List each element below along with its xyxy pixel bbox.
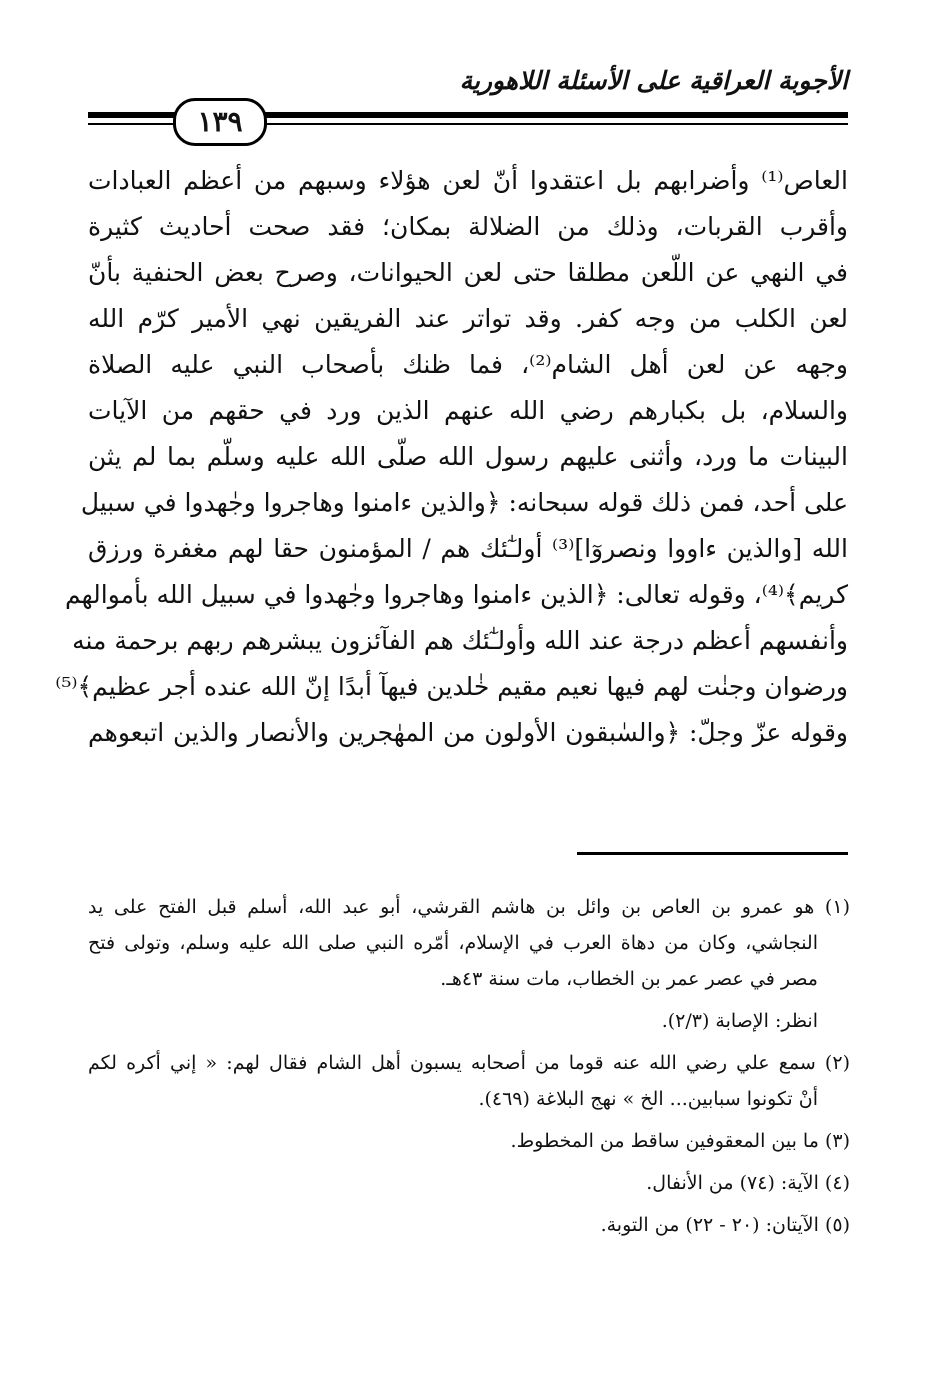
header-rule-thick-left xyxy=(88,112,178,118)
text-line: وقوله عزّ وجلّ: ﴿والسٰبقون الأولون من المهٰجرين والأنصار والذين اتبعوهم xyxy=(88,718,848,747)
footnote-1-reference xyxy=(88,1003,850,1039)
header-rule-thick xyxy=(255,112,848,118)
footnote-line: (٢) سمع علي رضي الله عنه قوما من أصحابه يسبون أهل الشام فقال لهم: « إني أكره لكم xyxy=(88,1052,850,1074)
footnote-3 xyxy=(88,1123,850,1159)
header-rule-thin-left xyxy=(88,123,178,125)
footnote-2 xyxy=(88,1045,850,1117)
running-header-title: الأجوبة العراقية على الأسئلة اللاهورية xyxy=(459,66,848,95)
footnote-line: (٥) الآيتان: (٢٠ - ٢٢) من التوبة. xyxy=(600,1214,850,1236)
footnote-line: (٣) ما بين المعقوفين ساقط من المخطوط. xyxy=(510,1130,850,1152)
text-line: البينات ما ورد، وأثنى عليهم رسول الله صلّى الله عليه وسلّم بما لم يثن xyxy=(88,442,848,471)
text-line: والسلام، بل بكبارهم رضي الله عنهم الذين ورد في حقهم من الآيات xyxy=(88,396,848,425)
text-line: الله [والذين ءاووا ونصروٓا]⁽³⁾ أولـٰٓئك هم / المؤمنون حقا لهم مغفرة ورزق xyxy=(88,534,848,563)
text-line: في النهي عن اللّعن مطلقا حتى لعن الحيوانات، وصرح بعض الحنفية بأنّ xyxy=(88,258,848,287)
text-line: وجهه عن لعن أهل الشام⁽²⁾، فما ظنك بأصحاب النبي عليه الصلاة xyxy=(88,350,849,379)
footnote-5 xyxy=(88,1207,850,1243)
footnote-separator xyxy=(577,852,848,855)
header-rule-thin xyxy=(255,123,848,125)
footnotes xyxy=(88,889,850,1243)
text-line: العاص⁽¹⁾ وأضرابهم بل اعتقدوا أنّ لعن هؤلاء وسبهم من أعظم العبادات xyxy=(88,166,848,195)
text-line: وأقرب القربات، وذلك من الضلالة بمكان؛ فقد صحت أحاديث كثيرة xyxy=(88,212,848,241)
page-number: ١٣٩ xyxy=(173,98,267,146)
footnote-line: (١) هو عمرو بن العاص بن وائل بن هاشم القرشي، أبو عبد الله، أسلم قبل الفتح على يد xyxy=(88,896,850,918)
footnote-line: النجاشي، وكان من دهاة العرب في الإسلام، أمّره النبي صلى الله عليه وسلم، وتولى فتح xyxy=(88,932,818,954)
footnote-1 xyxy=(88,889,850,997)
footnote-line: مصر في عصر عمر بن الخطاب، مات سنة ٤٣هـ. xyxy=(440,968,818,990)
footnote-line: (٤) الآية: (٧٤) من الأنفال. xyxy=(646,1172,850,1194)
text-line: لعن الكلب من وجه كفر. وقد تواتر عند الفريقين نهي الأمير كرّم الله xyxy=(88,304,848,333)
footnote-line: أنْ تكونوا سبابين... الخ » نهج البلاغة (٤٦٩). xyxy=(478,1088,818,1110)
text-line: على أحد، فمن ذلك قوله سبحانه: ﴿والذين ءامنوا وهاجروا وجٰهدوا في سبيل xyxy=(80,488,848,517)
footnote-line: انظر: الإصابة (٢/٣). xyxy=(661,1010,818,1032)
footnote-4 xyxy=(88,1165,850,1201)
main-text xyxy=(55,158,849,756)
text-line: وأنفسهم أعظم درجة عند الله وأولـٰٓئك هم الفآئزون يبشرهم ربهم برحمة منه xyxy=(72,626,848,655)
text-line: ورضوان وجنٰت لهم فيها نعيم مقيم خٰلدين فيهآ أبدًا إنّ الله عنده أجر عظيم﴾⁽⁵⁾ xyxy=(55,672,848,701)
text-line: كريم﴾⁽⁴⁾، وقوله تعالى: ﴿الذين ءامنوا وهاجروا وجٰهدوا في سبيل الله بأموالهم xyxy=(64,580,848,609)
